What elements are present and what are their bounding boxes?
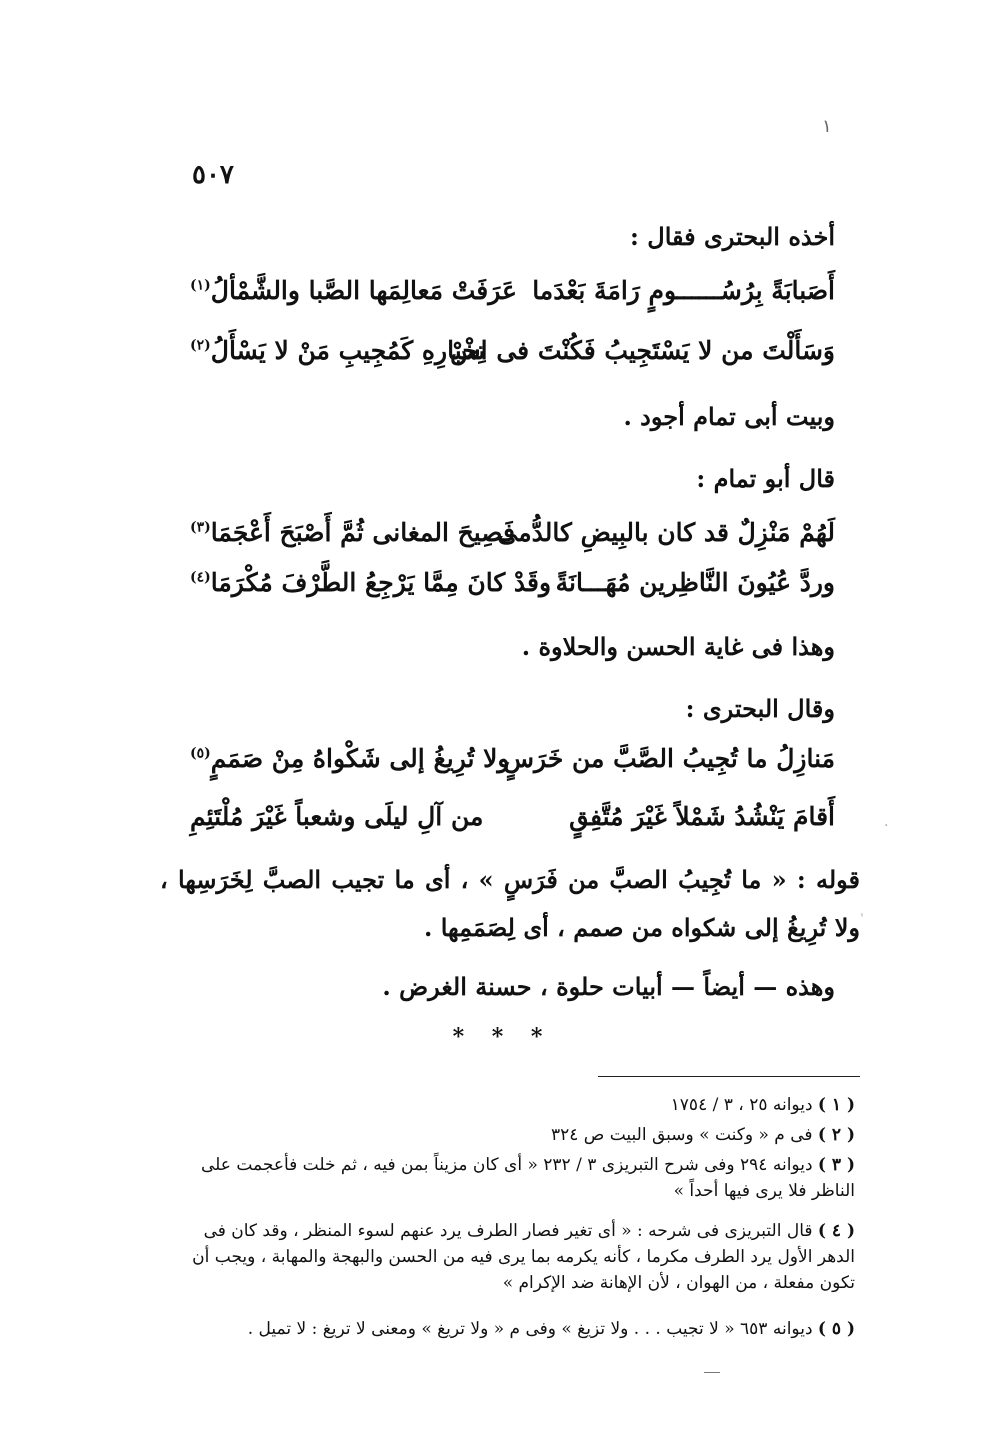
explanation-paragraph: قوله : « ما تُجِيبُ الصبَّ من فَرَسٍ » ، أى ما تجيب الصبَّ لِخَرَسِها ، ولا تُرِيغُ إلى شكواه من صمم ، أى لِصَمَمِها . [160, 865, 860, 942]
footnote-number: ( ٤ ) [817, 1221, 855, 1241]
verse-first-hemistich: وَسَأَلْتَ من لا يَسْتَجِيبُ فَكُنْتَ فى اسْ [450, 336, 835, 365]
footnote-5 [172, 1316, 855, 1342]
footnote-text: ديوانه ٢٩٤ وفى شرح التبريزى ٣ / ٢٣٢ « أى كان مزيناً بمن فيه ، ثم خلت فأعجمت على الناظر فلا يرى فيها أحداً » [200, 1155, 855, 1201]
footnote-ref: (٤) [190, 569, 211, 586]
verse-line [190, 518, 835, 558]
footnote-3 [172, 1152, 855, 1204]
footnote-2 [172, 1122, 855, 1148]
footnote-number: ( ٥ ) [817, 1319, 855, 1339]
footnote-ref: (١) [190, 277, 211, 294]
verse-second-hemistich: وقَدْ كانَ مِمَّا يَرْجِعُ الطَّرْفَ مُكْرَمَا$^{(٤)}$ [190, 568, 552, 597]
verse-line [190, 802, 835, 842]
corner-mark: ١ [822, 116, 832, 137]
commentary-line: وبيت أبى تمام أجود . [623, 402, 835, 431]
verse-first-hemistich: مَنازِلُ ما تُجِيبُ الصَّبَّ من خَرَسٍ [503, 744, 835, 773]
verse-second-hemistich: عَرَفَتْ مَعالِمَها الصَّبا والشَّمْألُ$^{(١)}$ [190, 276, 517, 305]
page-number: ٥٠٧ [192, 160, 234, 190]
verse-first-hemistich: أَقامَ يَنْشُدُ شَمْلاً غَيْرَ مُتَّفِقٍ [569, 802, 835, 831]
scan-speck: ˈ [860, 912, 864, 928]
footnote-4 [172, 1218, 855, 1296]
verse-second-hemistich: فَصِيحَ المغانى ثُمَّ أَصْبَحَ أَعْجَمَا$^{(٣)}$ [190, 518, 515, 547]
footnote-number: ( ٣ ) [817, 1155, 855, 1175]
section-heading-buhturi: أخذه البحترى فقال : [630, 222, 835, 251]
footnote-ref: (٥) [190, 745, 211, 762]
footnote-ref: (٣) [190, 519, 211, 536]
footnote-text: ديوانه ٢٥ ، ٣ / ١٧٥٤ [670, 1095, 813, 1115]
section-heading-buhturi-2: وقال البحترى : [685, 694, 835, 723]
section-separator: * * * [452, 1024, 553, 1050]
footnote-text: ديوانه ٦٥٣ « لا تجيب . . . ولا تزيغ » وفى م « ولا تريغ » ومعنى لا تريغ : لا تميل . [247, 1319, 813, 1339]
verse-first-hemistich: أَصَبابَةً بِرُسُــــــومٍ رَامَةَ بَعْدَما [532, 276, 835, 305]
footnote-ref: (٢) [190, 337, 211, 354]
verse-line [190, 336, 835, 376]
verse-line [190, 744, 835, 784]
scan-mark [704, 1372, 720, 1373]
footnote-text: فى م « وكنت » وسبق البيت ص ٣٢٤ [550, 1125, 813, 1145]
footnote-number: ( ١ ) [817, 1095, 855, 1115]
verse-first-hemistich: لَهُمْ مَنْزِلٌ قد كان بالبِيضِ كالدُّمى [497, 518, 835, 547]
footnote-1 [172, 1092, 855, 1118]
section-heading-abu-tammam: قال أبو تمام : [696, 464, 835, 493]
scan-speck: · [884, 818, 889, 834]
footnote-text: قال التبريزى فى شرحه : « أى تغير فصار الطرف يرد عنهم لسوء المنظر ، وقد كان فى الدهر الأول يرد الطرف مكرما ، كأنه يكرمه بما يرى فيه من الحسن والبهجة والمهابة ، ويجب أن تكون مفعلة ، من الهوان ، لأن الإهانة ضد الإكرام » [192, 1221, 855, 1293]
verse-second-hemistich: تِخْبارِهِ كَمُجِيبِ مَنْ لا يَسْأَلُ$^{(٢)}$ [190, 336, 486, 365]
verse-first-hemistich: وردَّ عُيُونَ النَّاظِرين مُهَـــانَةً [555, 568, 835, 597]
verse-second-hemistich: ولا تُرِيغُ إلى شَكْواهُ مِنْ صَمَمٍ$^{(٥)}$ [190, 744, 510, 773]
commentary-line: وهذا فى غاية الحسن والحلاوة . [521, 632, 835, 661]
footnote-rule [598, 1076, 860, 1077]
closing-remark: وهذه — أيضاً — أبيات حلوة ، حسنة الغرض . [382, 972, 835, 1001]
verse-line [190, 568, 835, 608]
verse-line [190, 276, 835, 316]
verse-second-hemistich: من آلِ ليلَى وشعباً غَيْرَ مُلْتَئِمِ [190, 802, 484, 831]
footnote-number: ( ٢ ) [817, 1125, 855, 1145]
